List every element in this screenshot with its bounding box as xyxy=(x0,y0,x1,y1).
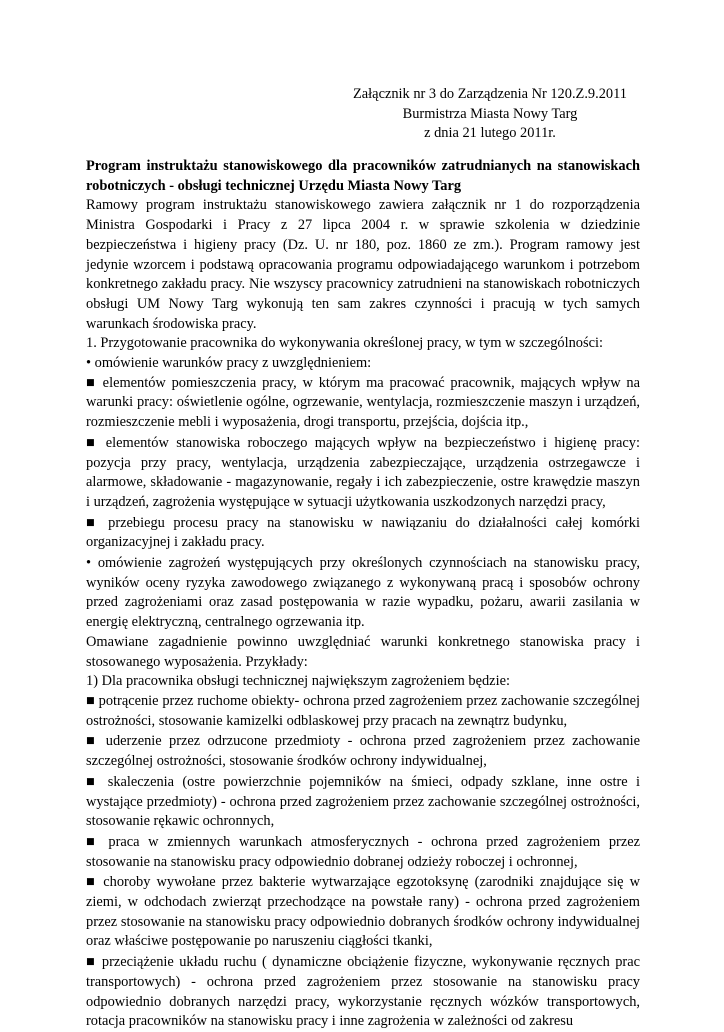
square-bullet-item: ■ choroby wywołane przez bakterie wytwarzające egzotoksynę (zarodniki znajdujące się w ziemi, w odchodach zwierząt przechodzące na powstałe rany) - ochrona przed zagrożeniem przez stosowanie na stanowisku pracy odpowiednio dobranych środków ochrony indywidualnej oraz właściwe postępowanie po naruszeniu ciągłości tkanki, xyxy=(86,874,640,950)
bullet-item: • omówienie warunków pracy z uwzględnieniem: xyxy=(86,355,372,372)
square-bullet-item: ■ potrącenie przez ruchome obiekty- ochrona przed zagrożeniem przez zachowanie szczególnej ostrożności, stosowanie kamizelki odblaskowej przy pracach na zewnątrz budynku, xyxy=(86,692,640,729)
square-bullet-item: ■ skaleczenia (ostre powierzchnie pojemników na śmieci, odpady szklane, inne ostre i wystające przedmioty) - ochrona przed zagrożeniem przez zachowanie szczególnej ostrożności, stosowanie rękawic ochronnych, xyxy=(86,773,640,830)
header-attachment-line: Załącznik nr 3 do Zarządzenia Nr 120.Z.9.2011 xyxy=(353,86,627,102)
square-bullet-item: ■ przebiegu procesu pracy na stanowisku w nawiązaniu do działalności całej komórki organizacyjnej i zakładu pracy. xyxy=(86,514,640,551)
square-bullet-item: ■ elementów stanowiska roboczego mających wpływ na bezpieczeństwo i higienę pracy: pozycja przy pracy, wentylacja, urządzenia zabezpieczające, urządzenia ostrzegawcze i alarmowe, składowanie - magazynowanie, regały i ich zabezpieczenie, ostre krawędzie maszyn i urządzeń, zagrożenia występujące w sytuacji użytkowania uszkodzonych narzędzi pracy, xyxy=(86,434,640,510)
square-bullet-item: ■ przeciążenie układu ruchu ( dynamiczne obciążenie fizyczne, wykonywanie ręcznych prac transportowych) - ochrona przed zagrożeniem przez stosowanie na stanowisku pracy odpowiednio dobranych narzędzi pracy, wykorzystanie ręcznych wózków transportowych, rotacja pracowników na stanowisku pracy i inne zagrożenia w zależności od zakresu xyxy=(86,954,640,1030)
bullet-item: • omówienie zagrożeń występujących przy określonych czynnościach na stanowisku pracy, wyników oceny ryzyka zawodowego związanego z wykonywaną pracą i sposobów ochrony przed zagrożeniami oraz zasad postępowania w razie wypadku, pożaru, awarii zasilania w energię elektryczną, centralnego ogrzewania itp. xyxy=(86,555,640,631)
document-header xyxy=(340,85,640,144)
list-heading: 1) Dla pracownika obsługi technicznej największym zagrożeniem będzie: xyxy=(86,673,510,690)
square-bullet-item: ■ elementów pomieszczenia pracy, w którym ma pracować pracownik, mających wpływ na warunki pracy: oświetlenie ogólne, ogrzewanie, wentylacja, rozmieszczenie maszyn i urządzeń, rozmieszczenie mebli i wyposażenia, drogi transportu, przejścia, dojścia itp., xyxy=(86,374,640,431)
header-issuer-line: Burmistrza Miasta Nowy Targ xyxy=(402,105,578,122)
square-bullet-item: ■ uderzenie przez odrzucone przedmioty - ochrona przed zagrożeniem przez zachowanie szczególnej ostrożności, stosowanie środków ochrony indywidualnej, xyxy=(86,733,640,770)
square-bullet-item: ■ praca w zmiennych warunkach atmosferycznych - ochrona przed zagrożeniem przez stosowanie na stanowisku pracy odpowiednio dobranej odzieży roboczej i ochronnej, xyxy=(86,833,640,870)
document-body xyxy=(86,157,640,1032)
header-date-line: z dnia 21 lutego 2011r. xyxy=(424,125,556,142)
section-heading: 1. Przygotowanie pracownika do wykonywania określonej pracy, w tym w szczególności: xyxy=(86,335,603,352)
intro-paragraph: Ramowy program instruktażu stanowiskowego zawiera załącznik nr 1 do rozporządzenia Ministra Gospodarki i Pracy z 27 lipca 2004 r. w sprawie szkolenia w dziedzinie bezpieczeństwa i higieny pracy (Dz. U. nr 180, poz. 1860 ze zm.). Program ramowy jest jedynie wzorcem i podstawą opracowania programu odpowiadającego warunkom i potrzebom konkretnego zakładu pracy. Nie wszyscy pracownicy zatrudnieni na stanowiskach robotniczych obsługi UM Nowy Targ wykonują ten sam zakres czynności i pracują w tych samych warunkach środowiska pracy. xyxy=(86,197,640,332)
body-paragraph: Omawiane zagadnienie powinno uwzględniać warunki konkretnego stanowiska pracy i stosowanego wyposażenia. Przykłady: xyxy=(86,633,640,670)
document-title: Program instruktażu stanowiskowego dla pracowników zatrudnianych na stanowiskach robotniczych - obsługi technicznej Urzędu Miasta Nowy Targ xyxy=(86,158,640,194)
